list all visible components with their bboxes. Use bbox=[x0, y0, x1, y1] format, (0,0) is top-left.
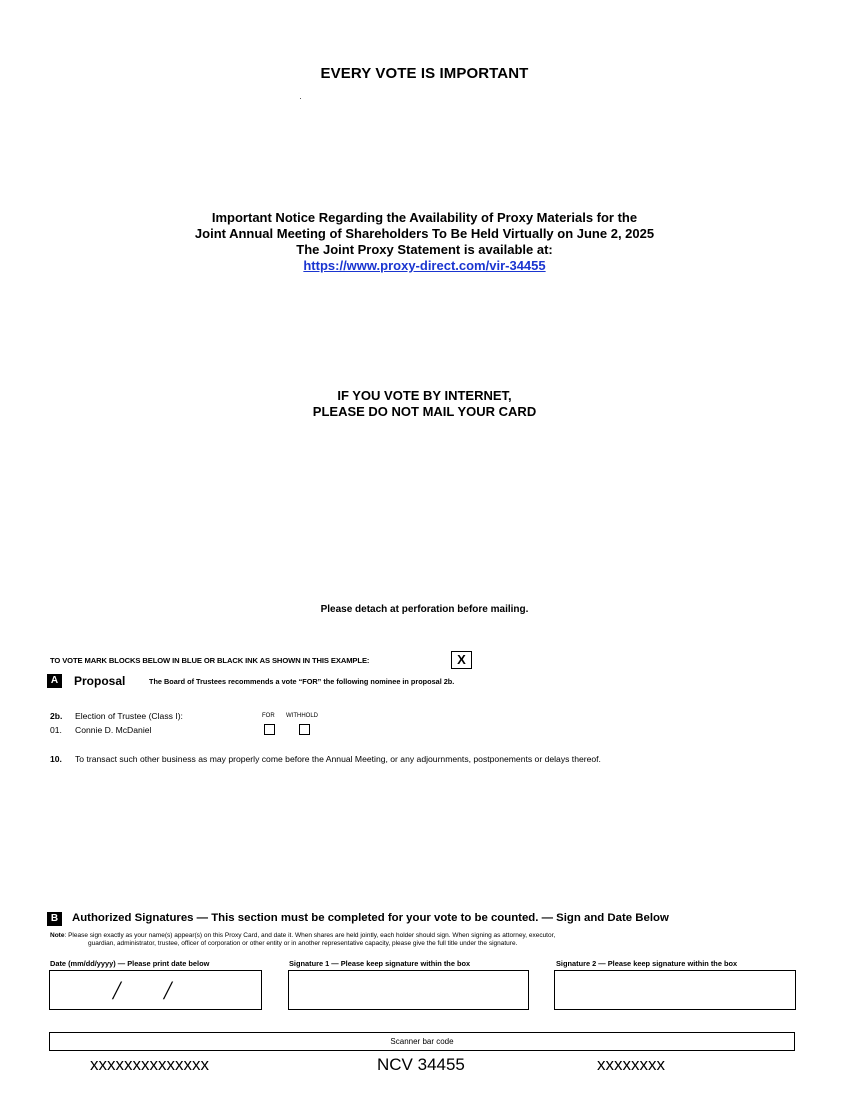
section-a-title: Proposal bbox=[74, 674, 126, 688]
example-mark-box: X bbox=[451, 651, 472, 669]
detach-instruction: Please detach at perforation before mailing. bbox=[320, 604, 529, 615]
internet-notice-line-2: PLEASE DO NOT MAIL YOUR CARD bbox=[312, 404, 537, 419]
notice-line-1: Important Notice Regarding the Availability of Proxy Materials for the bbox=[211, 210, 638, 225]
section-b-title: Authorized Signatures — This section must be completed for your vote to be counted. — Sign and Date Below bbox=[72, 912, 669, 924]
availability-notice bbox=[0, 210, 849, 274]
nominee-number: 01. bbox=[50, 725, 62, 735]
date-field[interactable] bbox=[49, 970, 262, 1010]
for-column-header: FOR bbox=[262, 713, 275, 719]
for-checkbox[interactable] bbox=[264, 724, 275, 735]
vote-instructions: TO VOTE MARK BLOCKS BELOW IN BLUE OR BLACK INK AS SHOWN IN THIS EXAMPLE: bbox=[50, 656, 370, 665]
internet-notice-line-1: IF YOU VOTE BY INTERNET, bbox=[337, 388, 512, 403]
signature-1-label: Signature 1 — Please keep signature within the box bbox=[289, 959, 471, 968]
notice-line-3: The Joint Proxy Statement is available at: bbox=[296, 242, 553, 257]
signature-1-field[interactable] bbox=[288, 970, 529, 1010]
footer-code-right: xxxxxxxx bbox=[597, 1055, 665, 1074]
signature-2-field[interactable] bbox=[554, 970, 796, 1010]
nominee-name: Connie D. McDaniel bbox=[75, 725, 152, 735]
date-separator-1: / bbox=[113, 976, 121, 1005]
proposal-2b-label: Election of Trustee (Class I): bbox=[75, 711, 183, 721]
date-label: Date (mm/dd/yyyy) — Please print date below bbox=[50, 959, 210, 968]
stray-dot bbox=[300, 98, 301, 99]
footer-code-center: NCV 34455 bbox=[377, 1055, 465, 1074]
page-title: EVERY VOTE IS IMPORTANT bbox=[320, 65, 529, 82]
signature-2-label: Signature 2 — Please keep signature within the box bbox=[556, 959, 738, 968]
signature-note bbox=[50, 932, 790, 948]
section-a-badge: A bbox=[47, 674, 62, 688]
proxy-materials-link[interactable]: https://www.proxy-direct.com/vir-34455 bbox=[303, 258, 546, 273]
board-recommendation: The Board of Trustees recommends a vote “FOR” the following nominee in proposal 2b. bbox=[149, 677, 455, 686]
section-b-badge: B bbox=[47, 912, 62, 926]
proposal-10-number: 10. bbox=[50, 754, 62, 764]
withhold-column-header: WITHHOLD bbox=[286, 713, 318, 719]
proposal-2b-number: 2b. bbox=[50, 711, 63, 721]
note-line-1: : Please sign exactly as your name(s) appear(s) on this Proxy Card, and date it. When shares are held jointly, each holder should sign. When signing as attorney, executor, bbox=[64, 932, 556, 939]
internet-vote-notice bbox=[0, 388, 849, 420]
footer-code-left: xxxxxxxxxxxxxx bbox=[90, 1055, 209, 1074]
note-label: Note bbox=[50, 932, 65, 939]
note-line-2: guardian, administrator, trustee, officer of corporation or other entity or in another representative capacity, please give the full title under the signature. bbox=[88, 940, 518, 947]
proposal-10-text: To transact such other business as may properly come before the Annual Meeting, or any adjournments, postponements or delays thereof. bbox=[75, 754, 601, 764]
date-separator-2: / bbox=[164, 976, 172, 1005]
notice-line-2: Joint Annual Meeting of Shareholders To Be Held Virtually on June 2, 2025 bbox=[194, 226, 655, 241]
scanner-bar-code-box: Scanner bar code bbox=[49, 1032, 795, 1051]
withhold-checkbox[interactable] bbox=[299, 724, 310, 735]
